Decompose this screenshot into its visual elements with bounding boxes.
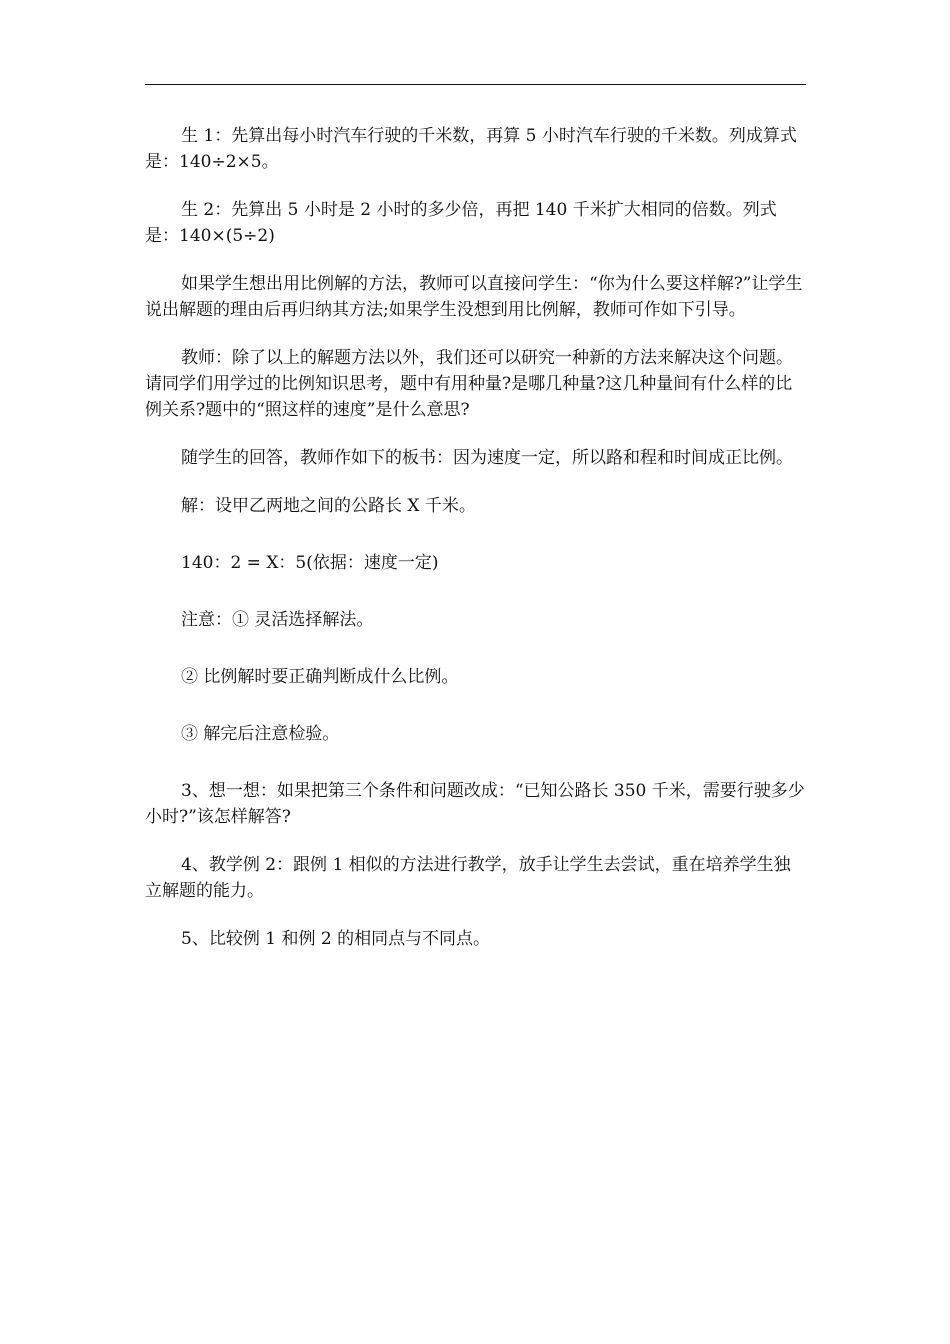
- paragraph-compare-examples: 5、比较例 1 和例 2 的相同点与不同点。: [181, 929, 491, 949]
- document-body: [145, 123, 806, 983]
- paragraph-think-about-it: 3、想一想：如果把第三个条件和问题改成：“已知公路长 350 千米，需要行驶多少小时?”该怎样解答?: [145, 781, 805, 827]
- paragraph-teacher-guidance: 教师：除了以上的解题方法以外，我们还可以研究一种新的方法来解决这个问题。请同学们用学过的比例知识思考，题中有用种量?是哪几种量?这几种量间有什么样的比例关系?题中的“照这样的速度”是什么意思?: [145, 348, 793, 420]
- paragraph-equation: 140：2 = X：5(依据：速度一定): [181, 553, 439, 573]
- paragraph-student-1: 生 1：先算出每小时汽车行驶的千米数，再算 5 小时汽车行驶的千米数。列成算式是：140÷2×5。: [145, 126, 797, 172]
- paragraph-proportion-method: 如果学生想出用比例解的方法，教师可以直接问学生：“你为什么要这样解?”让学生说出解题的理由后再归纳其方法;如果学生没想到用比例解，教师可作如下引导。: [145, 274, 803, 320]
- paragraph-solution-setup: 解：设甲乙两地之间的公路长 X 千米。: [181, 496, 476, 516]
- paragraph-note-2: ② 比例解时要正确判断成什么比例。: [181, 667, 459, 687]
- header-rule: [145, 84, 806, 85]
- paragraph-student-2: 生 2：先算出 5 小时是 2 小时的多少倍，再把 140 千米扩大相同的倍数。列式是：140×(5÷2): [145, 200, 777, 246]
- paragraph-example-2: 4、教学例 2：跟例 1 相似的方法进行教学，放手让学生去尝试，重在培养学生独立解题的能力。: [145, 855, 791, 901]
- paragraph-note-1: 注意：① 灵活选择解法。: [181, 610, 374, 630]
- paragraph-board-writing: 随学生的回答，教师作如下的板书：因为速度一定，所以路和程和时间成正比例。: [181, 448, 793, 468]
- paragraph-note-3: ③ 解完后注意检验。: [181, 724, 340, 744]
